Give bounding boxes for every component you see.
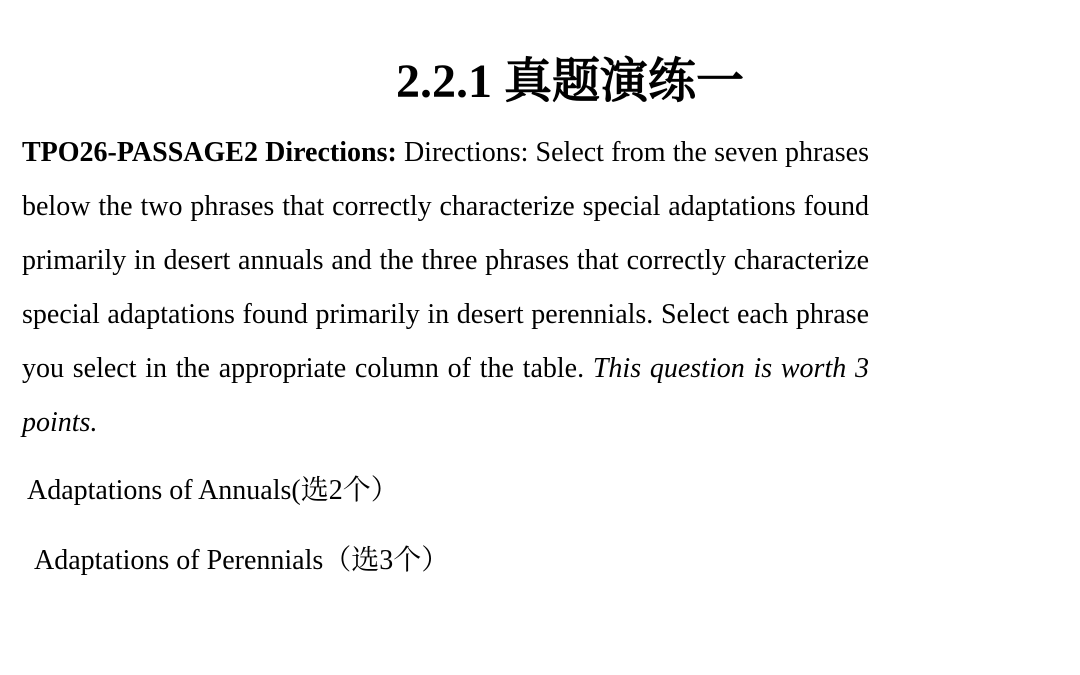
directions-text: Directions: Select from the seven phrases below the two phrases that correctly characterize special adaptations found primarily in desert annuals and the three phrases that correctly characterize special adaptations found primarily in desert perennials. Select each phrase you select in the appropriate column of the table. xyxy=(22,137,870,384)
points-note: This question is worth 3 points. xyxy=(22,353,869,438)
directions-paragraph xyxy=(22,126,869,450)
category-annuals-heading: Adaptations of Annuals(选2个） xyxy=(27,475,399,506)
category-perennials-heading: Adaptations of Perennials（选3个） xyxy=(34,545,450,576)
slide-title: 2.2.1 真题演练一 xyxy=(395,55,744,108)
passage-lead: TPO26-PASSAGE2 Directions: xyxy=(22,137,397,168)
